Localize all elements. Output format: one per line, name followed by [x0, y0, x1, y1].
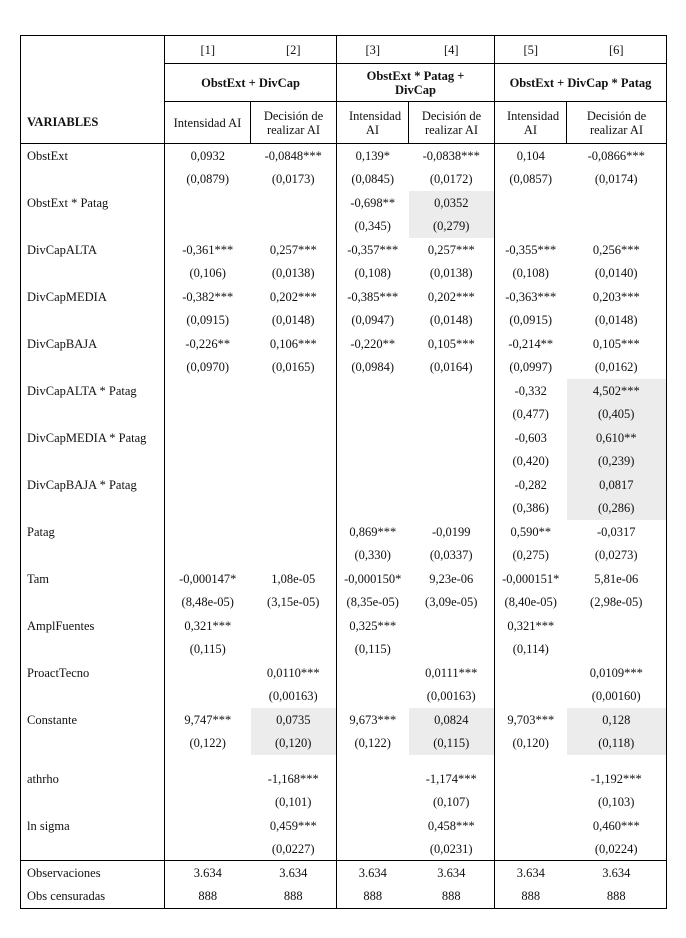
std-error-cell: (0,107) [433, 795, 470, 809]
coefficient-cell: 0,105*** [592, 336, 640, 351]
coefficient-cell: 0,0109*** [589, 665, 643, 680]
coefficient-cell [409, 614, 495, 638]
table-row [21, 614, 667, 638]
subheader: Intensidad AI [337, 102, 409, 144]
std-error-cell [251, 215, 337, 238]
coefficient-cell [251, 426, 337, 450]
coefficient-cell: -0,000151* [495, 567, 567, 591]
std-error-cell [409, 497, 495, 520]
table-row [21, 238, 667, 262]
std-error-cell [567, 638, 667, 661]
variable-name: DivCapALTA * Patag [27, 383, 137, 398]
coefficient-cell: -0,357*** [337, 238, 409, 262]
table-row-se [21, 168, 667, 191]
coefficient-cell: 0,325*** [337, 614, 409, 638]
coefficient-cell: 0,590** [495, 520, 567, 544]
coefficient-cell [409, 473, 495, 497]
std-error-cell: (0,0173) [271, 172, 315, 186]
table-row-se [21, 732, 667, 755]
std-error-cell: (0,120) [495, 732, 567, 755]
coefficient-cell [251, 520, 337, 544]
coefficient-cell: -0,603 [495, 426, 567, 450]
footer-value: 888 [567, 885, 667, 909]
std-error-cell [337, 497, 409, 520]
coefficient-cell [165, 767, 251, 791]
table-row-se [21, 450, 667, 473]
std-error-cell: (0,0915) [495, 309, 567, 332]
coefficient-cell: -0,385*** [337, 285, 409, 309]
coefficient-cell [337, 379, 409, 403]
subheader: Decisión de realizar AI [251, 102, 337, 144]
coefficient-cell: 0,0735 [251, 708, 337, 732]
footer-value: 3.634 [165, 861, 251, 885]
coefficient-cell: 0,459*** [269, 818, 317, 833]
variable-name [21, 309, 165, 332]
footer-value: 888 [251, 885, 337, 909]
std-error-cell: (0,0997) [495, 356, 567, 379]
coefficient-cell: 0,321*** [495, 614, 567, 638]
table-row-se [21, 591, 667, 614]
std-error-cell: (0,279) [409, 215, 495, 238]
std-error-cell: (0,115) [337, 638, 409, 661]
spacer-cell [21, 755, 165, 767]
col-number: [2] [251, 36, 337, 64]
std-error-cell: (0,120) [251, 732, 337, 755]
std-error-cell: (0,0879) [165, 168, 251, 191]
coefficient-cell: 0,128 [567, 708, 667, 732]
std-error-cell: (0,101) [275, 795, 312, 809]
subheader: Intensidad AI [165, 102, 251, 144]
footer-label: Obs censuradas [21, 885, 165, 909]
std-error-cell: (0,108) [495, 262, 567, 285]
std-error-cell [165, 403, 251, 426]
subheader: Decisión de realizar AI [409, 102, 495, 144]
spacer-cell [251, 755, 337, 767]
variable-name [21, 544, 165, 567]
coefficient-cell: -1,192*** [590, 771, 642, 786]
coefficient-cell [165, 379, 251, 403]
coefficient-cell: 0,0352 [409, 191, 495, 215]
variable-name [21, 168, 165, 191]
std-error-cell [251, 497, 337, 520]
variable-name [21, 791, 165, 814]
std-error-cell [165, 544, 251, 567]
variable-name [21, 450, 165, 473]
std-error-cell: (0,115) [409, 732, 495, 755]
coefficient-cell [409, 379, 495, 403]
std-error-cell [251, 544, 337, 567]
col-number: [5] [495, 36, 567, 64]
coefficient-cell: 0,0110*** [266, 665, 320, 680]
col-number: [1] [165, 36, 251, 64]
table-row-se [21, 638, 667, 661]
spacer-cell [567, 755, 667, 767]
table-row-se [21, 403, 667, 426]
footer-value: 3.634 [337, 861, 409, 885]
coefficient-cell: 9,703*** [495, 708, 567, 732]
std-error-cell [165, 497, 251, 520]
std-error-cell: (0,0164) [429, 360, 473, 374]
coefficient-cell: -0,0317 [596, 524, 636, 539]
std-error-cell: (0,0970) [165, 356, 251, 379]
variable-name: DivCapMEDIA * Patag [27, 430, 147, 445]
footer-value: 3.634 [567, 861, 667, 885]
coefficient-cell [165, 473, 251, 497]
footer-value: 3.634 [495, 861, 567, 885]
coefficient-cell [337, 814, 409, 838]
coefficient-cell: 0,257*** [427, 242, 475, 257]
footer-row [21, 861, 667, 885]
std-error-cell: (0,420) [495, 450, 567, 473]
footer-value: 888 [409, 885, 495, 909]
std-error-cell: (0,0148) [594, 313, 638, 327]
std-error-cell: (8,40e-05) [495, 591, 567, 614]
std-error-cell [165, 685, 251, 708]
std-error-cell: (0,405) [567, 403, 667, 426]
coefficient-cell: -0,214** [495, 332, 567, 356]
coefficient-cell [165, 814, 251, 838]
variable-name: Tam [27, 571, 50, 586]
std-error-cell [409, 403, 495, 426]
std-error-cell: (0,0148) [429, 313, 473, 327]
coefficient-cell [495, 814, 567, 838]
std-error-cell [337, 838, 409, 861]
std-error-cell: (0,114) [495, 638, 567, 661]
std-error-cell: (0,0273) [594, 548, 638, 562]
std-error-cell [251, 450, 337, 473]
std-error-cell [251, 638, 337, 661]
std-error-cell [409, 638, 495, 661]
coefficient-cell [337, 473, 409, 497]
table-row [21, 661, 667, 685]
std-error-cell: (0,0227) [271, 841, 315, 856]
coefficient-cell [165, 191, 251, 215]
variable-name [21, 356, 165, 379]
footer-label: Observaciones [21, 861, 165, 885]
footer-value: 888 [165, 885, 251, 909]
variable-name: Patag [27, 524, 55, 539]
coefficient-cell: 0,104 [495, 144, 567, 168]
table-row-se [21, 309, 667, 332]
coefficient-cell [165, 520, 251, 544]
footer-row [21, 885, 667, 909]
coefficient-cell: 0,0932 [165, 144, 251, 168]
coefficient-cell: 0,139* [337, 144, 409, 168]
coefficient-cell: -0,0199 [431, 524, 471, 539]
std-error-cell: (0,0857) [495, 168, 567, 191]
std-error-cell [165, 450, 251, 473]
coefficient-cell [251, 191, 337, 215]
coefficient-cell [337, 661, 409, 685]
std-error-cell [337, 450, 409, 473]
spacer-row [21, 755, 667, 767]
coefficient-cell: 9,23e-06 [429, 571, 474, 586]
coefficient-cell [165, 426, 251, 450]
std-error-cell: (0,0337) [429, 548, 473, 562]
std-error-cell: (0,0947) [337, 309, 409, 332]
table-row [21, 567, 667, 591]
table-row [21, 332, 667, 356]
coefficient-cell: -0,355*** [495, 238, 567, 262]
table-row [21, 708, 667, 732]
coefficient-cell [251, 379, 337, 403]
coefficient-cell: -0,000150* [337, 567, 409, 591]
coefficient-cell: 0,202*** [269, 289, 317, 304]
std-error-cell [495, 838, 567, 861]
table-row [21, 285, 667, 309]
std-error-cell [165, 791, 251, 814]
variable-name: AmplFuentes [27, 618, 95, 633]
coefficient-cell: -0,332 [495, 379, 567, 403]
variable-name: ln sigma [27, 818, 70, 833]
coefficient-cell: -0,361*** [165, 238, 251, 262]
std-error-cell: (2,98e-05) [590, 595, 643, 609]
table-row [21, 379, 667, 403]
coefficient-cell: -0,382*** [165, 285, 251, 309]
coefficient-cell [567, 614, 667, 638]
std-error-cell [567, 215, 667, 238]
coefficient-cell: -0,0838*** [422, 148, 480, 163]
col-number: [6] [567, 36, 667, 64]
group-header: ObstExt * Patag + DivCap [337, 64, 495, 102]
coefficient-cell: -0,363*** [495, 285, 567, 309]
std-error-cell: (0,0224) [594, 841, 638, 856]
std-error-cell: (0,286) [567, 497, 667, 520]
variable-name [21, 591, 165, 614]
std-error-cell: (0,477) [495, 403, 567, 426]
std-error-cell [495, 791, 567, 814]
variable-name: athrho [27, 771, 59, 786]
regression-table [20, 35, 667, 909]
std-error-cell: (0,0138) [429, 266, 473, 280]
std-error-cell: (0,122) [337, 732, 409, 755]
std-error-cell: (8,35e-05) [337, 591, 409, 614]
coefficient-cell: -1,168*** [267, 771, 319, 786]
coefficient-cell [567, 191, 667, 215]
col-number: [3] [337, 36, 409, 64]
table-row-se [21, 791, 667, 814]
std-error-cell: (0,115) [165, 638, 251, 661]
std-error-cell [165, 215, 251, 238]
std-error-cell [495, 215, 567, 238]
coefficient-cell: 0,0817 [567, 473, 667, 497]
table-row-se [21, 544, 667, 567]
std-error-cell [251, 403, 337, 426]
variable-name: DivCapALTA [27, 242, 98, 257]
coefficient-cell: 0,257*** [269, 242, 317, 257]
table-row [21, 144, 667, 168]
std-error-cell: (0,0138) [271, 266, 315, 280]
variable-name [21, 262, 165, 285]
std-error-cell [337, 403, 409, 426]
table-row-se [21, 215, 667, 238]
variable-name [21, 497, 165, 520]
std-error-cell: (0,106) [165, 262, 251, 285]
subheader: Decisión de realizar AI [567, 102, 667, 144]
coefficient-cell [337, 426, 409, 450]
std-error-cell: (0,275) [495, 544, 567, 567]
std-error-cell: (0,0915) [165, 309, 251, 332]
std-error-cell: (0,386) [495, 497, 567, 520]
variable-name [21, 732, 165, 755]
variable-name: DivCapBAJA [27, 336, 98, 351]
coefficient-cell: 0,0111*** [425, 665, 478, 680]
spacer-cell [165, 755, 251, 767]
variable-name [21, 685, 165, 708]
coefficient-cell: 0,460*** [592, 818, 640, 833]
table-row [21, 191, 667, 215]
table-body [21, 144, 667, 909]
coefficient-cell: -0,220** [337, 332, 409, 356]
coefficient-cell: -0,000147* [165, 567, 251, 591]
coefficient-cell [495, 191, 567, 215]
std-error-cell: (0,103) [598, 795, 635, 809]
table-row [21, 814, 667, 838]
table-row [21, 520, 667, 544]
table-row-se [21, 685, 667, 708]
std-error-cell: (3,09e-05) [425, 595, 478, 609]
footer-value: 888 [495, 885, 567, 909]
coefficient-cell [251, 614, 337, 638]
variables-header: VARIABLES [21, 36, 165, 144]
std-error-cell: (0,118) [567, 732, 667, 755]
coefficient-cell [495, 661, 567, 685]
std-error-cell [165, 838, 251, 861]
column-number-row [21, 36, 667, 64]
coefficient-cell: 5,81e-06 [594, 571, 639, 586]
std-error-cell: (0,0174) [594, 172, 638, 186]
variable-name: ObstExt [27, 148, 68, 163]
coefficient-cell: -0,698** [337, 191, 409, 215]
std-error-cell: (0,108) [337, 262, 409, 285]
std-error-cell: (0,0172) [429, 172, 473, 186]
coefficient-cell: -0,0848*** [264, 148, 322, 163]
std-error-cell [409, 450, 495, 473]
coefficient-cell: 0,0824 [409, 708, 495, 732]
footer-value: 3.634 [251, 861, 337, 885]
spacer-cell [337, 755, 409, 767]
coefficient-cell: 0,869*** [337, 520, 409, 544]
spacer-cell [409, 755, 495, 767]
std-error-cell: (0,330) [337, 544, 409, 567]
coefficient-cell: 0,458*** [427, 818, 475, 833]
variable-name [21, 638, 165, 661]
table-row-se [21, 262, 667, 285]
table-row-se [21, 497, 667, 520]
col-number: [4] [409, 36, 495, 64]
std-error-cell: (0,0165) [271, 360, 315, 374]
coefficient-cell: 0,321*** [165, 614, 251, 638]
spacer-cell [495, 755, 567, 767]
table-row [21, 426, 667, 450]
coefficient-cell [251, 473, 337, 497]
variable-name: DivCapMEDIA [27, 289, 107, 304]
std-error-cell [337, 791, 409, 814]
coefficient-cell: -0,0866*** [587, 148, 645, 163]
coefficient-cell [409, 426, 495, 450]
coefficient-cell: 0,105*** [427, 336, 475, 351]
variable-name: ObstExt * Patag [27, 195, 109, 210]
group-header: ObstExt + DivCap [165, 64, 337, 102]
coefficient-cell: -0,282 [495, 473, 567, 497]
group-header: ObstExt + DivCap * Patag [495, 64, 667, 102]
coefficient-cell: -0,226** [165, 332, 251, 356]
std-error-cell: (3,15e-05) [267, 595, 320, 609]
coefficient-cell: 0,610** [567, 426, 667, 450]
footer-value: 888 [337, 885, 409, 909]
table-row [21, 767, 667, 791]
std-error-cell: (0,0162) [594, 360, 638, 374]
coefficient-cell [495, 767, 567, 791]
std-error-cell: (8,48e-05) [165, 591, 251, 614]
std-error-cell: (0,00160) [591, 689, 641, 703]
variable-name: Constante [27, 712, 77, 727]
std-error-cell [337, 685, 409, 708]
std-error-cell: (0,00163) [268, 689, 318, 703]
coefficient-cell: 0,106*** [269, 336, 317, 351]
coefficient-cell: 0,203*** [592, 289, 640, 304]
variable-name: ProactTecno [27, 665, 90, 680]
variable-name [21, 215, 165, 238]
table-row-se [21, 838, 667, 861]
table-row-se [21, 356, 667, 379]
subheader: Intensidad AI [495, 102, 567, 144]
std-error-cell: (0,0845) [337, 168, 409, 191]
variable-name: DivCapBAJA * Patag [27, 477, 137, 492]
coefficient-cell [337, 767, 409, 791]
coefficient-cell: 0,256*** [592, 242, 640, 257]
variable-name [21, 403, 165, 426]
std-error-cell: (0,0231) [429, 841, 473, 856]
footer-value: 3.634 [409, 861, 495, 885]
std-error-cell: (0,0148) [271, 313, 315, 327]
table-row [21, 473, 667, 497]
std-error-cell: (0,0140) [594, 266, 638, 280]
variable-name [21, 838, 165, 861]
std-error-cell: (0,00163) [426, 689, 476, 703]
coefficient-cell: 0,202*** [427, 289, 475, 304]
coefficient-cell [165, 661, 251, 685]
coefficient-cell: 9,747*** [165, 708, 251, 732]
coefficient-cell: 4,502*** [567, 379, 667, 403]
std-error-cell: (0,239) [567, 450, 667, 473]
std-error-cell: (0,0984) [337, 356, 409, 379]
std-error-cell [495, 685, 567, 708]
coefficient-cell: 9,673*** [337, 708, 409, 732]
coefficient-cell: -1,174*** [425, 771, 477, 786]
std-error-cell: (0,122) [165, 732, 251, 755]
std-error-cell: (0,345) [337, 215, 409, 238]
coefficient-cell: 1,08e-05 [271, 571, 316, 586]
